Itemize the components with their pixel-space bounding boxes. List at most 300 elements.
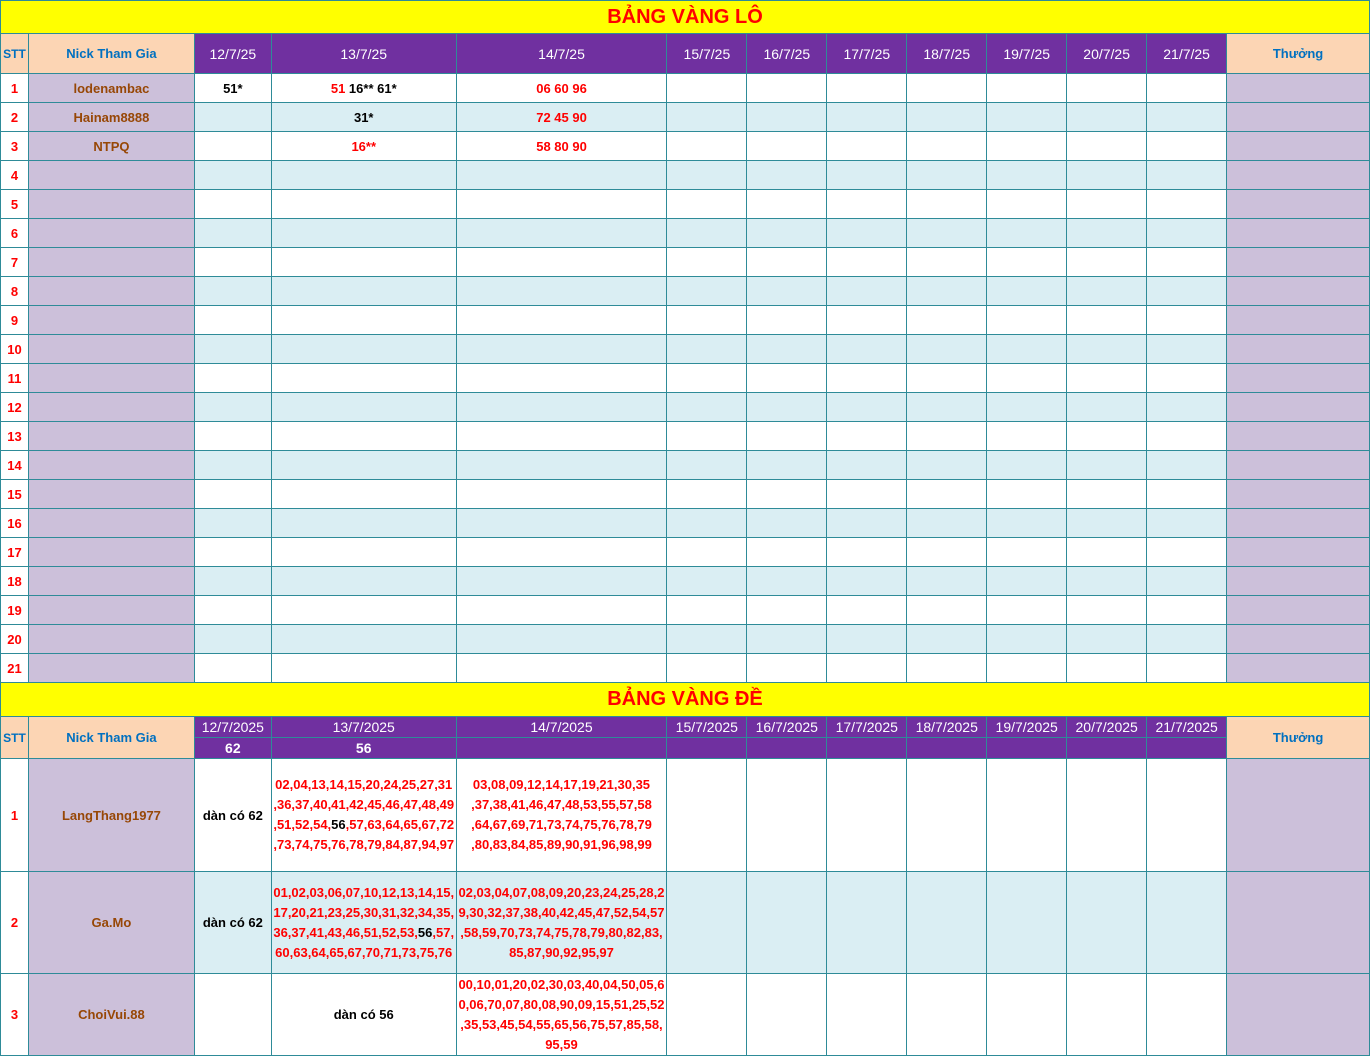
date-header: 13/7/2025 [271, 717, 456, 738]
day-cell [747, 625, 827, 654]
day-cell [827, 219, 907, 248]
day-cell [747, 480, 827, 509]
lo-row [1, 393, 1370, 422]
day-cell [907, 538, 987, 567]
date-header: 17/7/2025 [827, 717, 907, 738]
date-header: 19/7/2025 [987, 717, 1067, 738]
day-cell [1147, 74, 1227, 103]
day-cell [827, 74, 907, 103]
number-line: 00,10,01,20,02,30,03,40,04,50,05,6 [458, 976, 665, 992]
day-cell [827, 103, 907, 132]
day-cell [987, 132, 1067, 161]
day-cell [271, 422, 456, 451]
day-cell [456, 277, 667, 306]
number-line: 0,06,70,07,80,08,90,09,15,51,25,52 [458, 996, 665, 1012]
day-cell [747, 219, 827, 248]
day-cell [827, 974, 907, 1056]
nick-cell [28, 509, 194, 538]
day-cell [1147, 538, 1227, 567]
reward-cell [1227, 872, 1370, 974]
day-cell [667, 335, 747, 364]
day-cell [907, 277, 987, 306]
lo-row [1, 364, 1370, 393]
nick-header: Nick Tham Gia [28, 717, 194, 759]
lo-row [1, 132, 1370, 161]
number-line: ,58,59,70,73,74,75,78,79,80,82,83, [460, 924, 663, 940]
reward-cell [1227, 103, 1370, 132]
day-cell [456, 654, 667, 683]
day-cell [1067, 422, 1147, 451]
date-header: 15/7/2025 [667, 717, 747, 738]
number-line: ,73,74,75,76,78,79,84,87,94,97 [273, 837, 455, 852]
day-cell [194, 161, 271, 190]
day-cell [667, 480, 747, 509]
number-line: 9,30,32,37,38,40,42,45,47,52,54,57 [458, 904, 665, 920]
day-cell [907, 596, 987, 625]
lo-row [1, 480, 1370, 509]
day-cell [907, 509, 987, 538]
number-line: 03,08,09,12,14,17,19,21,30,35 [472, 777, 651, 792]
reward-cell [1227, 509, 1370, 538]
nick-cell [28, 451, 194, 480]
hit-number: 51 [330, 80, 346, 96]
de-row [1, 759, 1370, 872]
day-cell [907, 567, 987, 596]
day-cell [747, 654, 827, 683]
nick-header: Nick Tham Gia [28, 34, 194, 74]
day-cell [456, 306, 667, 335]
day-cell [194, 480, 271, 509]
day-cell [747, 364, 827, 393]
nick-cell [28, 654, 194, 683]
result-13: 56 [271, 738, 456, 759]
day-cell [907, 480, 987, 509]
stt-cell: 8 [1, 277, 29, 306]
day-cell [194, 422, 271, 451]
day-cell [907, 654, 987, 683]
day-cell [667, 538, 747, 567]
day-cell [1067, 132, 1147, 161]
day-cell [747, 596, 827, 625]
day-cell [987, 103, 1067, 132]
day-cell [1067, 219, 1147, 248]
reward-cell [1227, 132, 1370, 161]
day-cell [1067, 451, 1147, 480]
day-cell [747, 422, 827, 451]
day-cell [907, 219, 987, 248]
nick-cell [28, 422, 194, 451]
day-cell [827, 480, 907, 509]
stt-cell: 4 [1, 161, 29, 190]
day-cell [1147, 567, 1227, 596]
day-cell [1067, 364, 1147, 393]
day-cell [667, 654, 747, 683]
day-cell [1147, 451, 1227, 480]
number-line: ,35,53,45,54,55,65,56,75,57,85,58, [460, 1016, 663, 1032]
day-cell [747, 277, 827, 306]
lo-row [1, 625, 1370, 654]
date-header: 21/7/25 [1147, 34, 1227, 74]
day-cell [456, 393, 667, 422]
day-cell [987, 190, 1067, 219]
reward-header: Thưởng [1227, 717, 1370, 759]
day-cell [907, 872, 987, 974]
date-header: 21/7/2025 [1147, 717, 1227, 738]
day-cell [987, 451, 1067, 480]
day-cell [194, 277, 271, 306]
day-cell [907, 364, 987, 393]
day-cell [271, 277, 456, 306]
day-cell [194, 451, 271, 480]
day-cell [747, 248, 827, 277]
day-cell [1147, 132, 1227, 161]
day-cell [987, 654, 1067, 683]
day-cell [456, 759, 667, 872]
day-cell [907, 625, 987, 654]
date-header: 13/7/25 [271, 34, 456, 74]
day-cell [747, 103, 827, 132]
nick-cell: Ga.Mo [28, 872, 194, 974]
reward-cell [1227, 567, 1370, 596]
day-cell: dàn có 62 [194, 872, 271, 974]
day-cell [456, 364, 667, 393]
reward-cell [1227, 161, 1370, 190]
lo-row [1, 567, 1370, 596]
day-cell [747, 759, 827, 872]
day-cell [1147, 103, 1227, 132]
day-cell [194, 596, 271, 625]
day-cell [271, 567, 456, 596]
day-cell [456, 190, 667, 219]
day-cell [667, 625, 747, 654]
day-cell [194, 509, 271, 538]
stt-cell: 15 [1, 480, 29, 509]
day-cell [827, 872, 907, 974]
day-cell [1067, 190, 1147, 219]
day-cell [271, 596, 456, 625]
day-cell [827, 306, 907, 335]
day-cell [827, 596, 907, 625]
stt-cell: 21 [1, 654, 29, 683]
stt-cell: 19 [1, 596, 29, 625]
reward-cell [1227, 422, 1370, 451]
reward-header: Thưởng [1227, 34, 1370, 74]
day-cell [456, 596, 667, 625]
lo-row [1, 422, 1370, 451]
day-cell: 58 80 90 [456, 132, 667, 161]
nick-cell [28, 567, 194, 596]
day-cell [1067, 74, 1147, 103]
number-line: 60,63,64,65,67,70,71,73,75,76 [275, 944, 453, 960]
stt-cell: 16 [1, 509, 29, 538]
day-cell [667, 451, 747, 480]
day-cell [987, 567, 1067, 596]
de-row [1, 872, 1370, 974]
day-cell [987, 364, 1067, 393]
nick-cell: LangThang1977 [28, 759, 194, 872]
day-cell [987, 509, 1067, 538]
day-cell [271, 480, 456, 509]
day-cell [1067, 103, 1147, 132]
number-line: 02,03,04,07,08,09,20,23,24,25,28,2 [458, 884, 665, 900]
result-12: 62 [194, 738, 271, 759]
lo-row [1, 654, 1370, 683]
stt-cell: 6 [1, 219, 29, 248]
reward-cell [1227, 480, 1370, 509]
number-part: ,51,52,54, [273, 817, 332, 832]
day-cell [194, 567, 271, 596]
day-cell [1067, 625, 1147, 654]
date-header: 20/7/25 [1067, 34, 1147, 74]
reward-cell [1227, 625, 1370, 654]
day-cell [194, 538, 271, 567]
number-part: ,57,63,64,65,67,72 [345, 817, 455, 832]
date-header: 19/7/25 [987, 34, 1067, 74]
day-cell [987, 538, 1067, 567]
day-cell [987, 248, 1067, 277]
day-cell [1067, 759, 1147, 872]
day-cell [456, 538, 667, 567]
day-cell [667, 74, 747, 103]
reward-cell [1227, 190, 1370, 219]
day-cell [907, 335, 987, 364]
day-cell [194, 625, 271, 654]
date-header: 18/7/25 [907, 34, 987, 74]
day-cell [1147, 248, 1227, 277]
nick-cell [28, 190, 194, 219]
day-cell [1067, 509, 1147, 538]
day-cell [456, 625, 667, 654]
day-cell [827, 161, 907, 190]
reward-cell [1227, 219, 1370, 248]
day-cell [907, 422, 987, 451]
hit-number: 56 [331, 817, 346, 832]
stt-cell: 10 [1, 335, 29, 364]
day-cell [827, 567, 907, 596]
day-cell [907, 248, 987, 277]
day-cell [271, 872, 456, 974]
nick-cell [28, 364, 194, 393]
number-line: ,36,37,40,41,42,45,46,47,48,49 [273, 797, 455, 812]
lo-table-title: BẢNG VÀNG LÔ [1, 1, 1370, 34]
day-cell [827, 277, 907, 306]
day-cell [1147, 509, 1227, 538]
day-cell [1067, 654, 1147, 683]
day-cell [456, 872, 667, 974]
day-cell [827, 625, 907, 654]
day-cell [667, 132, 747, 161]
day-cell [907, 74, 987, 103]
nick-cell [28, 277, 194, 306]
day-cell [827, 509, 907, 538]
day-cell [1147, 654, 1227, 683]
day-cell [1147, 190, 1227, 219]
stt-cell: 2 [1, 103, 29, 132]
day-cell [194, 393, 271, 422]
day-cell [1147, 872, 1227, 974]
day-cell [1147, 759, 1227, 872]
date-header: 20/7/2025 [1067, 717, 1147, 738]
day-cell [827, 364, 907, 393]
stt-cell: 9 [1, 306, 29, 335]
stt-cell: 1 [1, 759, 29, 872]
day-cell [1067, 538, 1147, 567]
pick-numbers: 16** 61* [345, 80, 397, 96]
day-cell [271, 451, 456, 480]
number-line: 01,02,03,06,07,10,12,13,14,15, [273, 884, 455, 900]
day-cell [1067, 974, 1147, 1056]
day-cell [271, 306, 456, 335]
stt-cell: 3 [1, 132, 29, 161]
day-cell [1147, 335, 1227, 364]
lo-row [1, 277, 1370, 306]
day-cell [987, 759, 1067, 872]
date-header: 12/7/25 [194, 34, 271, 74]
day-cell [1147, 974, 1227, 1056]
day-cell [271, 393, 456, 422]
lo-row [1, 335, 1370, 364]
number-line: 95,59 [545, 1036, 578, 1052]
day-cell [1147, 364, 1227, 393]
lo-row [1, 190, 1370, 219]
stt-cell: 3 [1, 974, 29, 1056]
day-cell [271, 759, 456, 872]
day-cell [747, 872, 827, 974]
stt-cell: 5 [1, 190, 29, 219]
nick-cell [28, 596, 194, 625]
day-cell [827, 248, 907, 277]
day-cell [667, 393, 747, 422]
day-cell [194, 190, 271, 219]
day-cell [271, 654, 456, 683]
reward-cell [1227, 538, 1370, 567]
day-cell [747, 132, 827, 161]
day-cell [667, 306, 747, 335]
hit-number: 16** [351, 138, 377, 154]
nick-cell: lodenambac [28, 74, 194, 103]
day-cell: 06 60 96 [456, 74, 667, 103]
day-cell [907, 393, 987, 422]
stt-cell: 2 [1, 872, 29, 974]
stt-cell: 14 [1, 451, 29, 480]
stt-cell: 18 [1, 567, 29, 596]
reward-cell [1227, 306, 1370, 335]
nick-cell: ChoiVui.88 [28, 974, 194, 1056]
reward-cell [1227, 596, 1370, 625]
day-cell: 51* [194, 74, 271, 103]
day-cell [987, 277, 1067, 306]
day-cell [194, 335, 271, 364]
number-line: 02,04,13,14,15,20,24,25,27,31 [275, 777, 453, 792]
nick-cell [28, 306, 194, 335]
day-cell [667, 567, 747, 596]
stt-header: STT [1, 34, 29, 74]
day-cell [747, 451, 827, 480]
day-cell [987, 974, 1067, 1056]
nick-cell [28, 335, 194, 364]
day-cell [987, 393, 1067, 422]
reward-cell [1227, 364, 1370, 393]
day-cell [1147, 596, 1227, 625]
day-cell [987, 625, 1067, 654]
de-row [1, 974, 1370, 1056]
day-cell [987, 306, 1067, 335]
date-header: 16/7/2025 [747, 717, 827, 738]
day-cell [667, 219, 747, 248]
reward-cell [1227, 654, 1370, 683]
lo-row [1, 596, 1370, 625]
nick-cell [28, 219, 194, 248]
day-cell [456, 219, 667, 248]
reward-cell [1227, 248, 1370, 277]
lo-row [1, 103, 1370, 132]
stt-header: STT [1, 717, 29, 759]
day-cell [271, 538, 456, 567]
day-cell [194, 103, 271, 132]
day-cell [907, 451, 987, 480]
day-cell [271, 335, 456, 364]
day-cell: dàn có 56 [271, 974, 456, 1056]
day-cell [1067, 306, 1147, 335]
day-cell: dàn có 62 [194, 759, 271, 872]
lo-row [1, 509, 1370, 538]
lo-row [1, 306, 1370, 335]
day-cell [1147, 480, 1227, 509]
day-cell: 72 45 90 [456, 103, 667, 132]
day-cell [987, 422, 1067, 451]
day-cell [987, 480, 1067, 509]
date-header: 14/7/25 [456, 34, 667, 74]
day-cell [747, 393, 827, 422]
day-cell [747, 190, 827, 219]
day-cell [271, 132, 456, 161]
day-cell [667, 759, 747, 872]
day-cell [987, 872, 1067, 974]
reward-cell [1227, 393, 1370, 422]
day-cell [456, 422, 667, 451]
de-table [0, 682, 1370, 1056]
day-cell [1067, 596, 1147, 625]
day-cell [1067, 248, 1147, 277]
reward-cell [1227, 759, 1370, 872]
day-cell [1067, 335, 1147, 364]
day-cell [747, 509, 827, 538]
day-cell [194, 974, 271, 1056]
day-cell [456, 509, 667, 538]
day-cell [1067, 161, 1147, 190]
day-cell [1067, 277, 1147, 306]
day-cell [667, 509, 747, 538]
number-part: 36,37,41,43,46,51,52,53, [273, 924, 418, 940]
stt-cell: 12 [1, 393, 29, 422]
number-line [272, 923, 456, 943]
nick-cell [28, 480, 194, 509]
day-cell [827, 759, 907, 872]
day-cell [271, 74, 456, 103]
day-cell [667, 596, 747, 625]
nick-cell [28, 248, 194, 277]
reward-cell [1227, 74, 1370, 103]
day-cell [456, 567, 667, 596]
day-cell [456, 161, 667, 190]
day-cell [1147, 219, 1227, 248]
day-cell [907, 161, 987, 190]
number-line: 17,20,21,23,25,30,31,32,34,35, [273, 904, 455, 920]
day-cell [747, 74, 827, 103]
day-cell [667, 190, 747, 219]
day-cell [456, 974, 667, 1056]
lo-row [1, 451, 1370, 480]
